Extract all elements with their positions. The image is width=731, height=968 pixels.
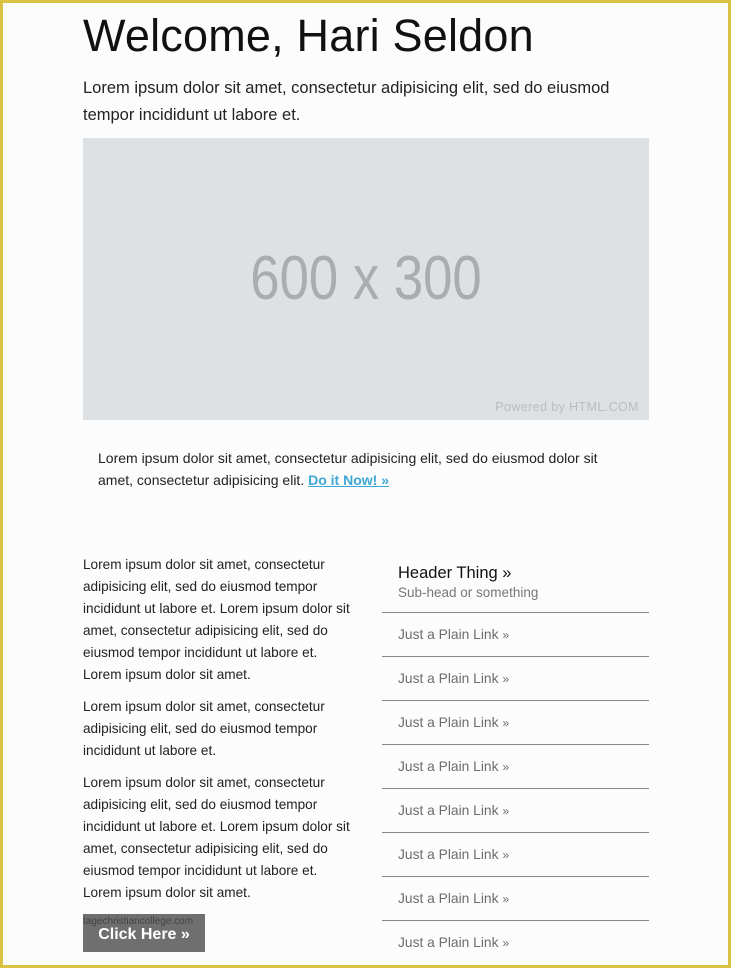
left-column	[83, 554, 353, 914]
click-here-button[interactable]: Click Here »	[83, 914, 205, 952]
sidebar-link[interactable]	[382, 613, 649, 657]
body-paragraph: Lorem ipsum dolor sit amet, consectetur adipisicing elit, sed do eiusmod tempor incididunt ut labore et.	[83, 699, 325, 758]
arrow-icon: »	[502, 759, 510, 774]
arrow-icon: »	[502, 803, 510, 818]
sidebar-link[interactable]	[382, 701, 649, 745]
sidebar-link[interactable]	[382, 833, 649, 877]
callout-text	[98, 447, 628, 491]
sidebar-link[interactable]	[382, 745, 649, 789]
hero-placeholder-image	[83, 138, 649, 420]
sidebar-link-label: Just a Plain Link	[398, 803, 499, 818]
powered-by-label: Powered by HTML.COM	[495, 400, 639, 414]
body-paragraph: Lorem ipsum dolor sit amet, consectetur adipisicing elit, sed do eiusmod tempor incididunt ut labore et. Lorem ipsum dolor sit amet, consectetur adipisicing elit, sed do eiusmod tempor incididunt ut labore et. Lorem ipsum dolor sit amet.	[83, 557, 350, 682]
arrow-icon: »	[502, 891, 510, 906]
sidebar-link-label: Just a Plain Link	[398, 671, 499, 686]
do-it-now-link[interactable]: Do it Now! »	[308, 472, 389, 488]
intro-text: Lorem ipsum dolor sit amet, consectetur adipisicing elit, sed do eiusmod tempor incididunt ut labore et.	[83, 79, 610, 124]
sidebar-link-label: Just a Plain Link	[398, 935, 499, 950]
arrow-icon: »	[502, 847, 510, 862]
sidebar-link-label: Just a Plain Link	[398, 759, 499, 774]
page-title: Welcome, Hari Seldon	[83, 10, 534, 61]
arrow-icon: »	[502, 671, 510, 686]
body-paragraph: Lorem ipsum dolor sit amet, consectetur adipisicing elit, sed do eiusmod tempor incididunt ut labore et. Lorem ipsum dolor sit amet, consectetur adipisicing elit, sed do eiusmod tempor incididunt ut labore et. Lorem ipsum dolor sit amet.	[83, 775, 350, 900]
arrow-icon: »	[502, 627, 510, 642]
sidebar-link[interactable]	[382, 877, 649, 921]
sidebar-link-label: Just a Plain Link	[398, 715, 499, 730]
placeholder-size-label: 600 x 300	[250, 244, 482, 313]
sidebar-link[interactable]	[382, 657, 649, 701]
callout-body: Lorem ipsum dolor sit amet, consectetur adipisicing elit, sed do eiusmod dolor sit amet, consectetur adipisicing elit.	[98, 450, 598, 488]
sidebar-header[interactable]	[382, 554, 649, 613]
sidebar-subtitle: Sub-head or something	[398, 585, 539, 600]
arrow-icon: »	[502, 935, 510, 950]
sidebar-link-label: Just a Plain Link	[398, 847, 499, 862]
sidebar-nav	[382, 554, 649, 964]
watermark-text: tagechristiancollege.com	[83, 916, 194, 927]
sidebar-link-label: Just a Plain Link	[398, 891, 499, 906]
sidebar-link-label: Just a Plain Link	[398, 627, 499, 642]
sidebar-link[interactable]	[382, 921, 649, 964]
sidebar-title: Header Thing »	[398, 564, 512, 582]
arrow-icon: »	[502, 715, 510, 730]
sidebar-link[interactable]	[382, 789, 649, 833]
